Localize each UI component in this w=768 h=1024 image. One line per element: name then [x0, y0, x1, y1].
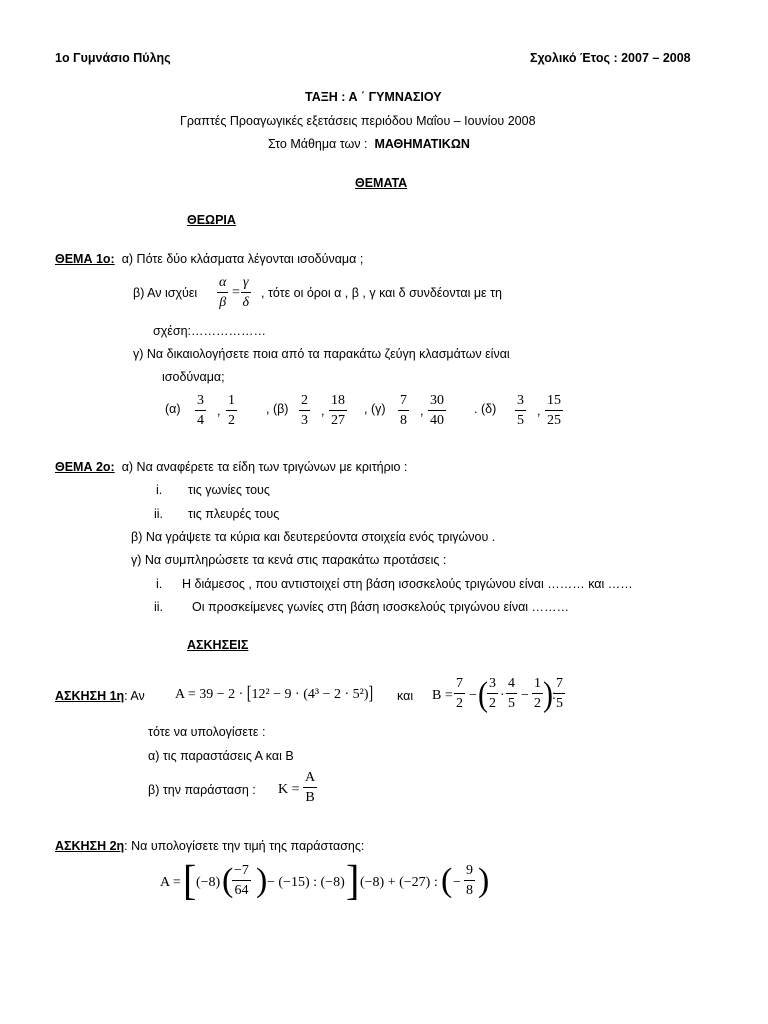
K-fraction: $\frac{A}{B}$	[305, 770, 316, 805]
thema2-b-text: β) Να γράψετε τα κύρια και δευτερεύοντα στοιχεία ενός τριγώνου .	[131, 530, 496, 544]
A2-fraction-minus7-64: $\frac{-7}{64}$	[234, 863, 249, 898]
thema1-a-text: α) Πότε δύο κλάσματα λέγονται ισοδύναμα ;	[121, 252, 364, 266]
bracket-close: ]	[368, 684, 374, 705]
theoria-heading: ΘΕΩΡΙΑ	[187, 213, 236, 227]
school-name: 1ο Γυμνάσιο Πύλης	[55, 51, 171, 65]
thema2-question-a	[55, 461, 407, 474]
big-bracket-close: ]	[346, 856, 360, 905]
askisi1-intro	[55, 690, 145, 703]
thema2-a-ii-num: ii.	[154, 507, 164, 521]
B-fraction-7-2: $\frac{7}{2}$	[456, 676, 463, 711]
thema2-c-ii-num: ii.	[154, 600, 164, 614]
thema1-label: ΘΕΜΑ 1ο:	[55, 252, 115, 266]
askiseis-heading: ΑΣΚΗΣΕΙΣ	[187, 638, 249, 652]
B-div: :	[552, 688, 556, 703]
thema2-label: ΘΕΜΑ 2ο:	[55, 460, 115, 474]
subject-line	[268, 138, 470, 151]
thema2-a-ii-text: τις πλευρές τους	[188, 507, 280, 521]
askisi1-kai: και	[397, 689, 414, 703]
bracket-open: [	[246, 684, 252, 705]
fraction-gamma-delta: $\frac{\gamma}{\delta}$	[242, 275, 250, 310]
thema1-c-line1: γ) Να δικαιολογήσετε ποια από τα παρακάτω ζεύγη κλασμάτων είναι	[133, 347, 510, 361]
A2-paren2-close: )	[478, 862, 490, 899]
paren-open: (	[478, 675, 488, 714]
pair-d-fraction-1: $\frac{3}{5}$	[517, 393, 524, 428]
pair-c-fraction-2: $\frac{30}{40}$	[430, 393, 444, 428]
A2-minus: −	[453, 875, 461, 890]
pair-a-label: (α)	[165, 402, 181, 416]
pair-c-label: , (γ)	[364, 402, 386, 416]
askisi2-label: ΑΣΚΗΣΗ 2η	[55, 839, 125, 853]
B-fraction-1-2: $\frac{1}{2}$	[534, 676, 541, 711]
pair-b-fraction-2: $\frac{18}{27}$	[331, 393, 345, 428]
thema2-a-i-text: τις γωνίες τους	[188, 483, 270, 497]
pair-a-comma: ,	[217, 404, 221, 418]
pair-d-comma: ,	[537, 404, 541, 418]
thema2-c-i-text: Η διάμεσος , που αντιστοιχεί στη βάση ισοσκελούς τριγώνου είναι ……… και ……	[182, 577, 633, 591]
askisi1-if: : Αν	[124, 689, 145, 703]
pair-d-fraction-2: $\frac{15}{25}$	[547, 393, 561, 428]
askisi1-label: ΑΣΚΗΣΗ 1η	[55, 689, 125, 703]
A2-paren-open: (	[222, 862, 234, 899]
B-dot: ·	[500, 688, 505, 703]
school-year: Σχολικό Έτος : 2007 – 2008	[530, 51, 691, 65]
thema2-a-i-num: i.	[156, 483, 163, 497]
B-minus-2: −	[521, 688, 529, 703]
A2-paren-close: )	[256, 862, 268, 899]
themata-heading: ΘΕΜΑΤΑ	[355, 176, 408, 190]
equals-sign: =	[232, 285, 240, 300]
pair-c-fraction-1: $\frac{7}{8}$	[400, 393, 407, 428]
askisi1-b: β) την παράσταση :	[148, 783, 256, 797]
pair-d-label: . (δ)	[474, 402, 497, 416]
thema2-c-i-num: i.	[156, 577, 163, 591]
A2-lhs: A =	[160, 875, 181, 890]
pair-a-fraction-2: $\frac{1}{2}$	[228, 393, 235, 428]
B-fraction-3-2: $\frac{3}{2}$	[489, 676, 496, 711]
A2-middle: − (−15) : (−8)	[267, 875, 345, 890]
pair-b-label: , (β)	[266, 402, 289, 416]
askisi2-intro	[55, 840, 364, 853]
B-minus: −	[469, 688, 477, 703]
thema1-b-relation: σχέση:………………	[153, 324, 266, 338]
subject-prefix: Στο Μάθημα των :	[268, 137, 368, 151]
B-fraction-4-5: $\frac{4}{5}$	[508, 676, 515, 711]
paren-close: )	[543, 675, 553, 714]
A2-fraction-9-8: $\frac{9}{8}$	[466, 863, 473, 898]
thema2-a-text: α) Να αναφέρετε τα είδη των τριγώνων με κριτήριο :	[121, 460, 408, 474]
A2-paren2-open: (	[441, 862, 453, 899]
A2-p1: (−8)	[196, 875, 221, 890]
class-title: ΤΑΞΗ : Α ΄ ΓΥΜΝΑΣΙΟΥ	[305, 90, 442, 104]
thema1-c-line2: ισοδύναμα;	[162, 370, 225, 384]
thema1-question-a	[55, 253, 363, 266]
askisi2-text: : Να υπολογίσετε την τιμή της παράστασης:	[124, 839, 365, 853]
big-bracket-open: [	[183, 856, 197, 905]
thema2-c-ii-text: Οι προσκείμενες γωνίες στη βάση ισοσκελούς τριγώνου είναι ………	[192, 600, 570, 614]
thema2-c-text: γ) Να συμπληρώσετε τα κενά στις παρακάτω προτάσεις :	[131, 553, 447, 567]
thema1-b-suffix: , τότε οι όροι α , β , γ και δ συνδέονται με τη	[261, 286, 502, 300]
K-lhs: K =	[278, 782, 300, 797]
A2-p2: (−8) + (−27) :	[360, 875, 438, 890]
expression-A-inner: 12² − 9 · (4³ − 2 · 5²)	[251, 687, 369, 702]
expression-A: A = 39 − 2 · [12² − 9 · (4³ − 2 · 5²)]	[175, 684, 374, 705]
pair-a-fraction-1: $\frac{3}{4}$	[197, 393, 204, 428]
pair-c-comma: ,	[420, 404, 424, 418]
pair-b-comma: ,	[321, 404, 325, 418]
fraction-alpha-beta: $\frac{\alpha}{\beta}$	[219, 275, 227, 310]
askisi1-a: α) τις παραστάσεις Α και Β	[148, 749, 294, 763]
pair-b-fraction-1: $\frac{2}{3}$	[301, 393, 308, 428]
expression-B-lhs: B =	[432, 688, 453, 703]
B-fraction-7-5: $\frac{7}{5}$	[556, 676, 563, 711]
subject-name: ΜΑΘΗΜΑΤΙΚΩΝ	[374, 137, 470, 151]
askisi1-then: τότε να υπολογίσετε :	[148, 725, 266, 739]
exam-title: Γραπτές Προαγωγικές εξετάσεις περιόδου Μαΐου – Ιουνίου 2008	[180, 114, 536, 128]
thema1-b-prefix: β) Αν ισχύει	[133, 286, 198, 300]
